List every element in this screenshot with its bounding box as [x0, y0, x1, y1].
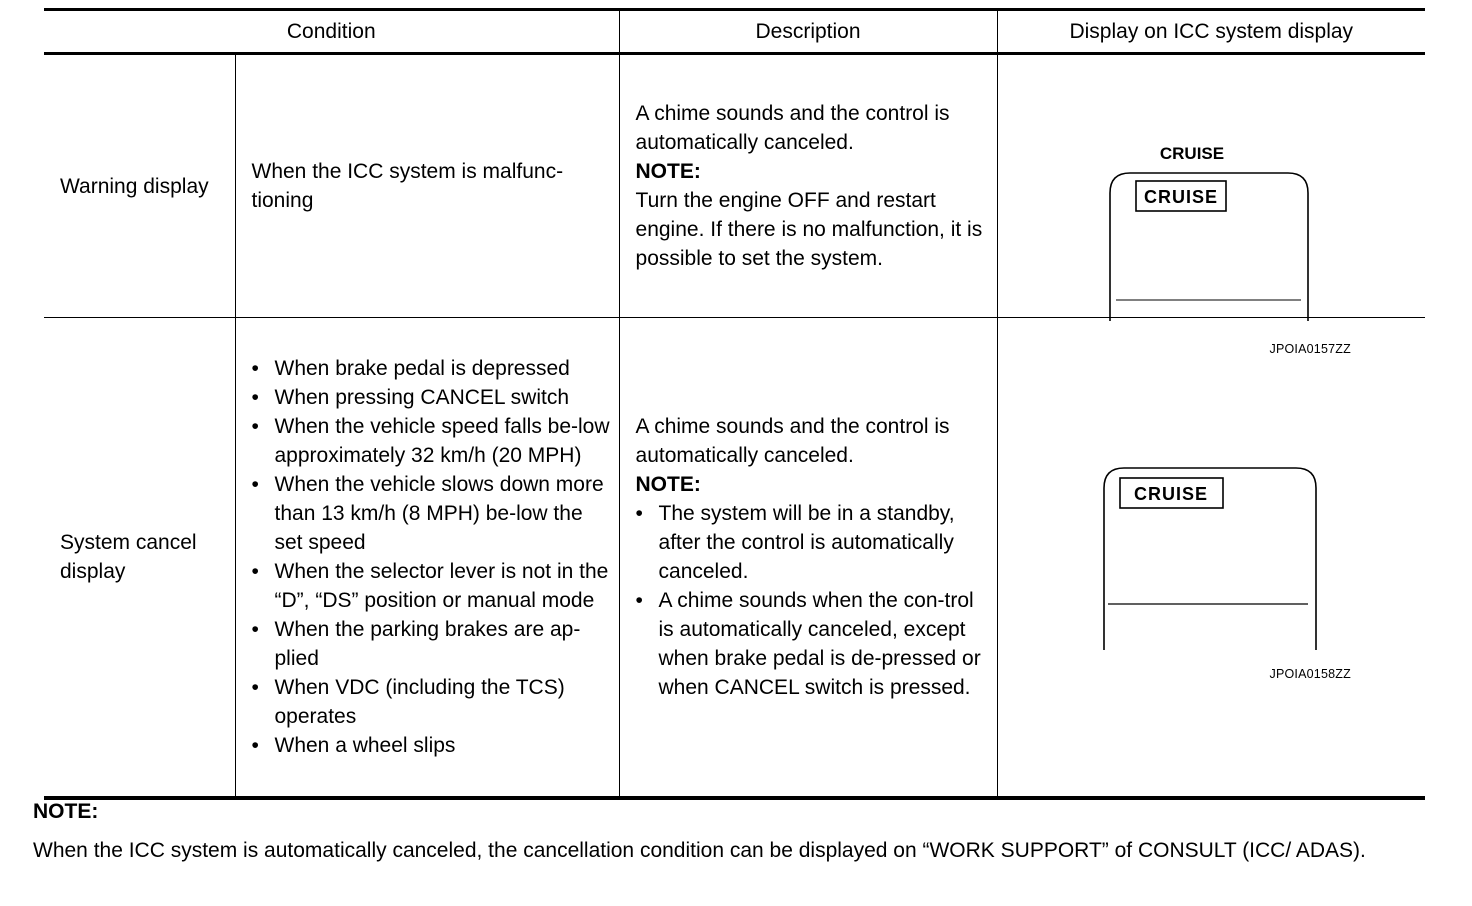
row-condition: System cancel display	[44, 318, 235, 799]
description-note-label: NOTE:	[635, 160, 701, 183]
list-item: • When pressing CANCEL switch	[252, 383, 613, 412]
table-row	[44, 54, 1425, 318]
figure-code: JPOIA0157ZZ	[1269, 342, 1351, 356]
row-detail	[235, 54, 619, 318]
list-item: • When the selector lever is not in the “D”, “DS” position or manual mode	[252, 557, 613, 615]
list-item: • When a wheel slips	[252, 731, 613, 760]
list-item: • When brake pedal is depressed	[252, 354, 613, 383]
description-note-list	[636, 499, 989, 702]
table-header-row	[44, 10, 1425, 54]
header-display: Display on ICC system display	[997, 10, 1425, 54]
description-lead: A chime sounds and the control is automatically canceled.	[635, 415, 950, 467]
description-note-label: NOTE:	[635, 473, 701, 496]
description-note-text: Turn the engine OFF and restart engine. If there is no malfunction, it is possible to set the system.	[635, 189, 983, 270]
table-row	[44, 318, 1425, 799]
list-item: • When the parking brakes are ap-plied	[252, 615, 613, 673]
list-item: • When the vehicle speed falls be-low approximately 32 km/h (20 MPH)	[252, 412, 613, 470]
row-detail-text: When the ICC system is malfunc- tioning	[251, 160, 564, 212]
row-description	[619, 318, 997, 799]
row-condition: Warning display	[44, 54, 235, 318]
header-description: Description	[619, 10, 997, 54]
cruise-warning-display-figure	[1108, 139, 1318, 329]
list-item: • When the vehicle slows down more than 13 km/h (8 MPH) be-low the set speed	[252, 470, 613, 557]
description-lead: A chime sounds and the control is automatically canceled.	[635, 102, 950, 154]
cruise-box-label: CRUISE	[1133, 484, 1208, 504]
row-description	[619, 54, 997, 318]
cruise-top-label: CRUISE	[1159, 144, 1224, 163]
row-detail	[235, 318, 619, 799]
icc-display-table	[44, 8, 1425, 800]
footer-note-label: NOTE:	[33, 800, 99, 823]
list-item: • A chime sounds when the con-trol is automatically canceled, except when brake pedal is de-pressed or when CANCEL switch is pressed.	[636, 586, 989, 702]
cruise-cancel-display-figure	[1102, 466, 1318, 652]
figure-code: JPOIA0158ZZ	[1269, 667, 1351, 681]
condition-list	[252, 354, 613, 760]
header-condition: Condition	[44, 10, 619, 54]
list-item: • When VDC (including the TCS) operates	[252, 673, 613, 731]
row-display	[997, 318, 1425, 799]
list-item: • The system will be in a standby, after the control is automatically canceled.	[636, 499, 989, 586]
row-display	[997, 54, 1425, 356]
footer-note-text: When the ICC system is automatically canceled, the cancellation condition can be displayed on “WORK SUPPORT” of CONSULT (ICC/ ADAS).	[33, 839, 1366, 862]
cruise-box-label: CRUISE	[1143, 187, 1218, 207]
